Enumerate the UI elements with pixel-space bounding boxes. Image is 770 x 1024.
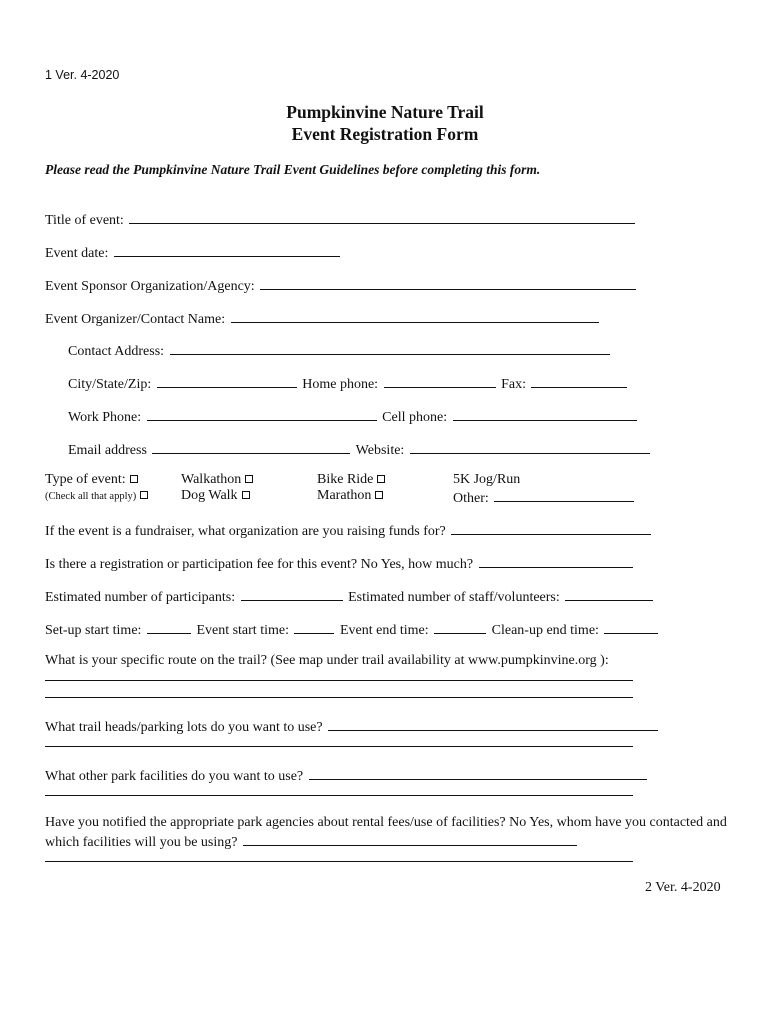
website-label: Website: xyxy=(355,443,405,458)
bike-ride-checkbox[interactable] xyxy=(377,475,385,483)
fundraiser-field[interactable] xyxy=(451,521,651,535)
home-phone-field[interactable] xyxy=(384,374,496,388)
sponsor-field[interactable] xyxy=(260,276,636,290)
work-cell-row xyxy=(68,407,639,426)
bike-ride-label: Bike Ride xyxy=(317,472,374,487)
option-jog-run xyxy=(453,472,520,488)
fee-question: Is there a registration or participation fee for this event? No Yes, how much? xyxy=(45,557,474,572)
staff-field[interactable] xyxy=(565,587,653,601)
option-other xyxy=(453,488,636,507)
event-date-label: Event date: xyxy=(45,246,109,261)
route-line-2[interactable] xyxy=(45,697,633,698)
event-type-checkbox[interactable] xyxy=(130,475,138,483)
participants-label: Estimated number of participants: xyxy=(45,590,236,605)
fee-field[interactable] xyxy=(479,554,633,568)
event-start-field[interactable] xyxy=(294,620,334,634)
cell-phone-label: Cell phone: xyxy=(382,410,448,425)
fax-field[interactable] xyxy=(531,374,627,388)
website-field[interactable] xyxy=(410,440,650,454)
staff-label: Estimated number of staff/volunteers: xyxy=(348,590,560,605)
guidelines-note: Please read the Pumpkinvine Nature Trail Event Guidelines before completing this form. xyxy=(45,162,541,177)
other-field[interactable] xyxy=(494,488,634,502)
title-of-event-row xyxy=(45,210,637,229)
sponsor-label: Event Sponsor Organization/Agency: xyxy=(45,279,255,294)
cell-phone-field[interactable] xyxy=(453,407,637,421)
event-end-label: Event end time: xyxy=(339,623,429,638)
route-line-1[interactable] xyxy=(45,680,633,681)
contact-address-row xyxy=(68,341,612,360)
notified-row xyxy=(45,832,579,851)
event-type-note-checkbox[interactable] xyxy=(140,491,148,499)
fundraiser-question: If the event is a fundraiser, what organization are you raising funds for? xyxy=(45,524,446,539)
walkathon-checkbox[interactable] xyxy=(245,475,253,483)
event-type-note-row xyxy=(45,488,148,505)
trailheads-line-2[interactable] xyxy=(45,746,633,747)
organizer-field[interactable] xyxy=(231,309,599,323)
form-title-line1: Pumpkinvine Nature Trail xyxy=(286,102,484,122)
form-title-line2: Event Registration Form xyxy=(291,124,479,144)
dog-walk-checkbox[interactable] xyxy=(242,491,250,499)
times-row xyxy=(45,620,660,639)
notified-field[interactable] xyxy=(243,832,577,846)
setup-time-field[interactable] xyxy=(147,620,191,634)
estimates-row xyxy=(45,587,655,606)
city-state-zip-field[interactable] xyxy=(157,374,297,388)
fax-label: Fax: xyxy=(501,377,526,392)
event-date-field[interactable] xyxy=(114,243,340,257)
version-header: 1 Ver. 4-2020 xyxy=(45,68,120,82)
route-question: What is your specific route on the trail? (See map under trail availability at www.pumpkinvine.org ): xyxy=(45,653,609,668)
fee-row xyxy=(45,554,635,573)
dog-walk-label: Dog Walk xyxy=(181,488,238,503)
walkathon-label: Walkathon xyxy=(181,472,242,487)
city-phone-fax-row xyxy=(68,374,629,393)
trailheads-row xyxy=(45,717,660,736)
facilities-field[interactable] xyxy=(309,766,647,780)
participants-field[interactable] xyxy=(241,587,343,601)
city-state-zip-label: City/State/Zip: xyxy=(68,377,152,392)
work-phone-field[interactable] xyxy=(147,407,377,421)
work-phone-label: Work Phone: xyxy=(68,410,142,425)
version-footer: 2 Ver. 4-2020 xyxy=(645,880,721,895)
title-of-event-field[interactable] xyxy=(129,210,635,224)
sponsor-row xyxy=(45,276,638,295)
notified-line-2[interactable] xyxy=(45,861,633,862)
email-website-row xyxy=(68,440,652,459)
home-phone-label: Home phone: xyxy=(302,377,379,392)
jog-run-label: 5K Jog/Run xyxy=(453,472,521,487)
event-date-row xyxy=(45,243,342,262)
facilities-line-2[interactable] xyxy=(45,795,633,796)
event-type-note: (Check all that apply) xyxy=(45,491,137,502)
setup-time-label: Set-up start time: xyxy=(45,623,142,638)
fundraiser-row xyxy=(45,521,653,540)
contact-address-field[interactable] xyxy=(170,341,610,355)
option-marathon xyxy=(317,488,383,504)
option-bike-ride xyxy=(317,472,385,488)
contact-address-label: Contact Address: xyxy=(68,344,165,359)
title-of-event-label: Title of event: xyxy=(45,213,124,228)
option-dog-walk xyxy=(181,488,250,504)
event-type-label: Type of event: xyxy=(45,472,126,487)
notified-question-line2: which facilities will you be using? xyxy=(45,835,238,850)
option-walkathon xyxy=(181,472,253,488)
email-field[interactable] xyxy=(152,440,350,454)
marathon-label: Marathon xyxy=(317,488,372,503)
event-start-label: Event start time: xyxy=(196,623,289,638)
facilities-row xyxy=(45,766,649,785)
organizer-label: Event Organizer/Contact Name: xyxy=(45,312,226,327)
organizer-row xyxy=(45,309,601,328)
cleanup-end-label: Clean-up end time: xyxy=(491,623,599,638)
facilities-question: What other park facilities do you want to use? xyxy=(45,769,304,784)
trailheads-field[interactable] xyxy=(328,717,658,731)
cleanup-end-field[interactable] xyxy=(604,620,658,634)
marathon-checkbox[interactable] xyxy=(375,491,383,499)
trailheads-question: What trail heads/parking lots do you want to use? xyxy=(45,720,323,735)
email-label: Email address xyxy=(68,443,147,458)
notified-question-line1: Have you notified the appropriate park agencies about rental fees/use of facilities? No Yes, whom have you contacted and xyxy=(45,815,727,830)
other-label: Other: xyxy=(453,491,489,506)
event-type-label-row xyxy=(45,472,138,488)
event-end-field[interactable] xyxy=(434,620,486,634)
